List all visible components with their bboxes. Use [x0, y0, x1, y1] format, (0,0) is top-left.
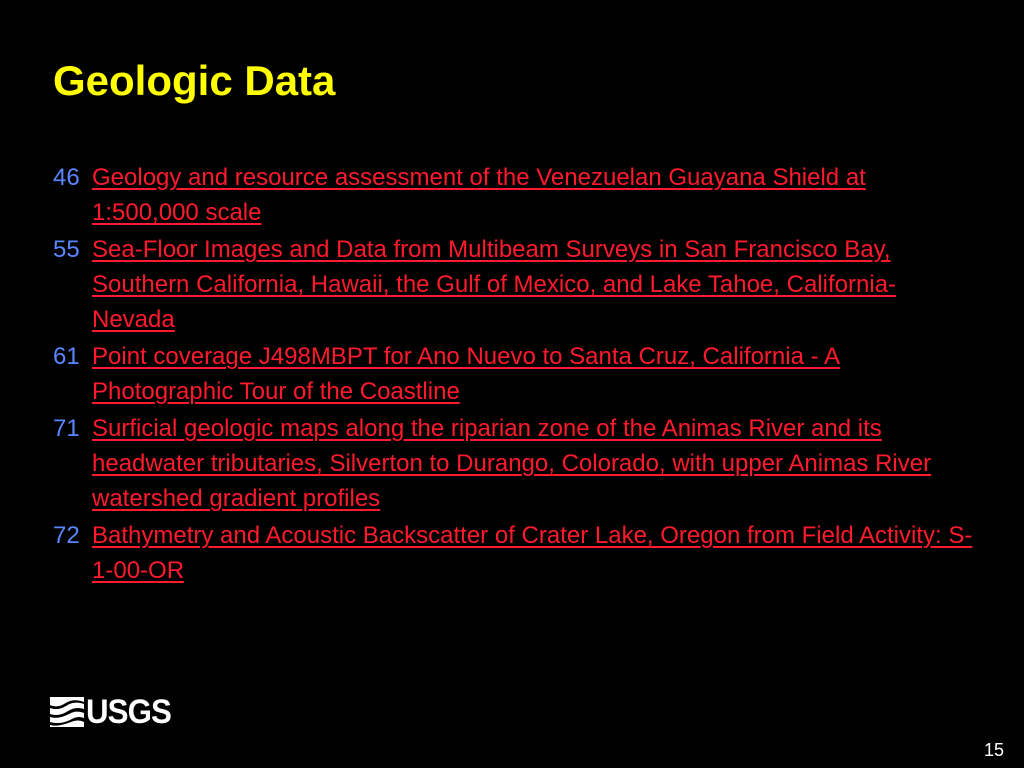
usgs-wave-icon [50, 694, 84, 730]
list-item [53, 232, 973, 337]
entry-number: 55 [53, 236, 80, 263]
page-number: 15 [983, 740, 1004, 760]
link-sea-floor-images[interactable]: Sea-Floor Images and Data from Multibeam Surveys in San Francisco Bay, Southern California, Hawaii, the Gulf of Mexico, and Lake Tahoe, California-Nevada [92, 236, 896, 333]
usgs-wordmark: USGS [86, 693, 171, 731]
entry-number: 46 [53, 164, 80, 191]
entry-number: 72 [53, 522, 80, 549]
list-item [53, 518, 973, 588]
usgs-logo [50, 693, 178, 731]
entry-number: 61 [53, 343, 80, 370]
link-surficial-geologic-maps-animas[interactable]: Surficial geologic maps along the riparian zone of the Animas River and its headwater tributaries, Silverton to Durango, Colorado, with upper Animas River watershed gradient profiles [92, 415, 932, 512]
link-geology-venezuelan-guayana[interactable]: Geology and resource assessment of the Venezuelan Guayana Shield at 1:500,000 scale [92, 164, 866, 226]
link-bathymetry-crater-lake[interactable]: Bathymetry and Acoustic Backscatter of Crater Lake, Oregon from Field Activity: S-1-00-OR [92, 522, 973, 584]
list-item [53, 411, 973, 516]
entry-number: 71 [53, 415, 80, 442]
list-item [53, 339, 973, 409]
list-item [53, 160, 973, 230]
slide-title: Geologic Data [53, 57, 336, 104]
link-point-coverage-ano-nuevo[interactable]: Point coverage J498MBPT for Ano Nuevo to Santa Cruz, California - A Photographic Tour of the Coastline [92, 343, 840, 405]
link-list [53, 160, 973, 590]
